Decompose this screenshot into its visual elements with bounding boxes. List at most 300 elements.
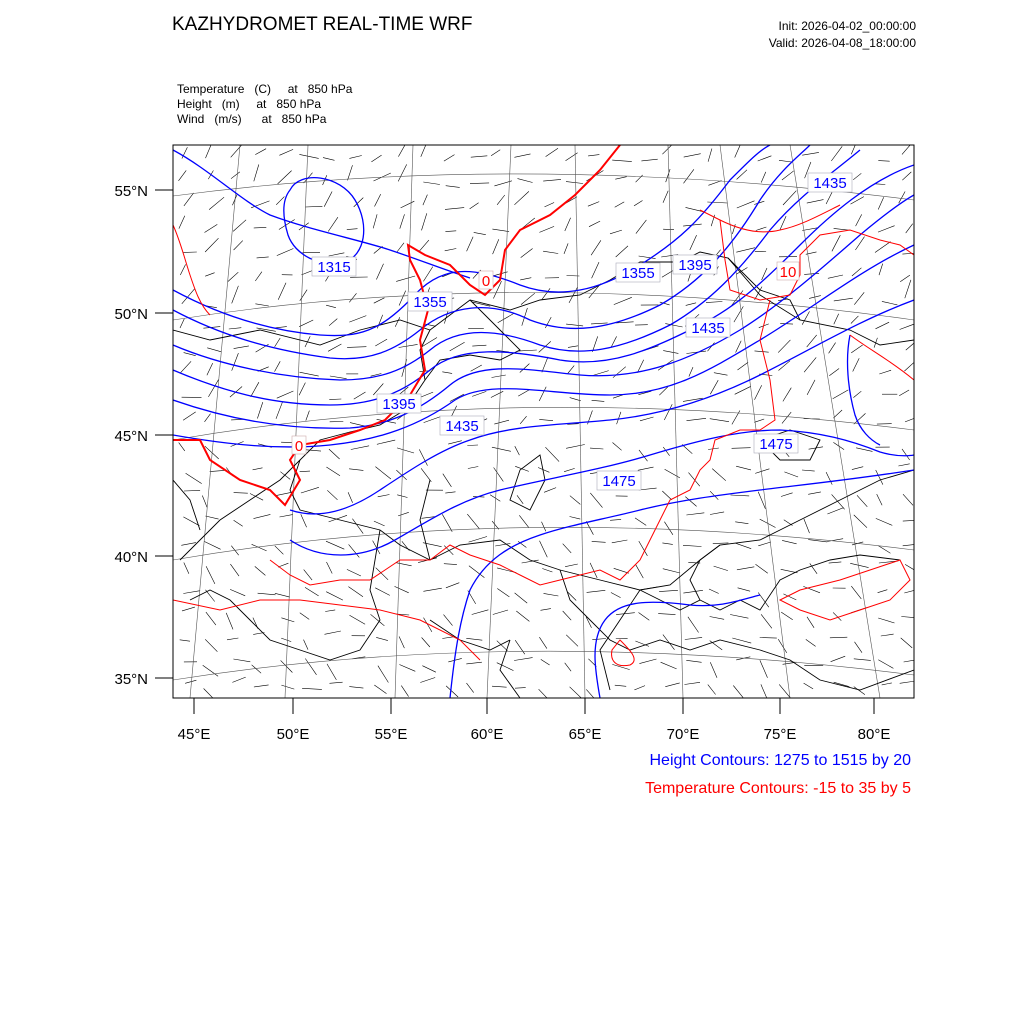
lat-label: 50°N <box>114 306 148 323</box>
wind-barb <box>206 566 215 584</box>
wind-barb <box>804 357 816 372</box>
wind-barb <box>568 346 578 348</box>
wind-barb <box>278 283 286 300</box>
height-label: 1435 <box>691 320 725 337</box>
wind-barb <box>497 663 514 671</box>
wind-barb <box>904 361 915 371</box>
wind-barb <box>234 520 243 526</box>
wind-barb <box>570 496 580 505</box>
wind-barb <box>398 141 407 156</box>
wind-barb <box>450 342 465 351</box>
wind-barb <box>514 154 530 157</box>
wind-barb <box>857 495 867 507</box>
wind-barb <box>830 637 847 638</box>
wind-barb <box>570 687 583 699</box>
wind-barb <box>903 544 918 546</box>
lon-label: 50°E <box>276 726 310 743</box>
wind-barb <box>658 614 675 615</box>
wind-barb <box>326 305 336 308</box>
wind-barb <box>881 634 894 636</box>
lon-label: 80°E <box>857 726 891 743</box>
wind-barb <box>688 617 699 633</box>
wind-barb <box>761 684 767 698</box>
wind-barb <box>445 492 455 493</box>
wind-barb <box>349 544 360 557</box>
wind-barb <box>275 593 290 597</box>
wind-barb <box>589 221 600 227</box>
wind-barb <box>396 276 415 281</box>
wind-barb <box>277 249 294 256</box>
wind-barb <box>207 348 221 352</box>
wind-barb <box>444 155 455 162</box>
wind-barb <box>519 515 529 527</box>
wind-barb <box>375 588 390 596</box>
wind-barb <box>707 202 727 203</box>
wind-barb <box>592 262 599 278</box>
wind-barb <box>570 398 581 401</box>
wind-barb <box>852 467 863 470</box>
wind-barb <box>736 466 751 470</box>
wind-barb <box>855 642 863 653</box>
wind-barb <box>879 370 891 374</box>
wind-barb <box>514 191 529 204</box>
wind-barb <box>325 631 341 634</box>
wind-barb <box>466 662 482 664</box>
wind-barb <box>876 470 883 485</box>
wind-barb <box>899 390 909 396</box>
wind-barb <box>206 141 213 158</box>
wind-barb <box>350 423 365 427</box>
wind-barb <box>399 637 404 649</box>
wind-barb <box>710 419 729 422</box>
wind-barb <box>545 203 555 207</box>
wind-barb <box>497 589 509 597</box>
wind-barb <box>378 666 389 683</box>
height-contours <box>173 145 914 698</box>
wind-barb <box>732 448 751 449</box>
wind-barb <box>708 181 721 186</box>
wind-barb <box>661 662 677 669</box>
wind-barb <box>348 492 353 503</box>
height-legend: Height Contours: 1275 to 1515 by 20 <box>649 752 911 769</box>
wind-barb <box>853 173 861 180</box>
wind-barb <box>737 201 755 208</box>
map-title: KAZHYDROMET REAL-TIME WRF <box>172 14 473 35</box>
wind-barb <box>349 293 356 302</box>
wind-barb <box>423 267 432 282</box>
wind-barb <box>396 563 412 566</box>
wind-barbs <box>179 139 919 701</box>
wind-barb <box>520 416 526 424</box>
wind-barb <box>231 172 240 179</box>
wind-barb <box>304 570 312 581</box>
wind-barb <box>541 609 551 611</box>
wind-barb <box>686 513 704 515</box>
lon-label: 45°E <box>177 726 211 743</box>
wind-barb <box>684 682 700 684</box>
wind-barb <box>612 160 632 162</box>
wind-barb <box>253 468 263 470</box>
wind-barb <box>275 361 281 371</box>
wind-barb <box>566 153 578 161</box>
wind-barb <box>735 139 743 157</box>
wind-barb <box>184 563 189 574</box>
wind-barb <box>474 232 486 234</box>
wind-barb <box>754 419 764 422</box>
wind-barb <box>539 689 550 700</box>
wind-barb <box>829 343 836 354</box>
wind-barb <box>568 366 575 374</box>
wind-barb <box>736 543 752 549</box>
wind-barb <box>610 519 621 520</box>
wind-barb <box>689 367 693 376</box>
wind-barb <box>590 493 602 508</box>
wind-barb <box>491 150 500 156</box>
wind-barb <box>348 165 353 180</box>
temperature-contours <box>173 145 914 666</box>
wind-barb <box>278 171 292 184</box>
wind-barb <box>401 686 408 697</box>
wind-barb <box>730 615 748 619</box>
wind-barb <box>802 152 819 155</box>
lon-label: 65°E <box>568 726 602 743</box>
wind-barb <box>400 214 405 228</box>
wind-barb <box>324 192 332 207</box>
wind-barb <box>710 662 717 677</box>
lat-label: 35°N <box>114 671 148 688</box>
wind-barb <box>662 543 672 545</box>
wind-barb <box>566 182 583 184</box>
wind-barb <box>804 683 814 689</box>
wind-barb <box>446 186 460 188</box>
wind-barb <box>514 658 533 661</box>
wind-barb <box>617 412 621 424</box>
wind-barb <box>539 387 546 401</box>
wind-barb <box>639 488 657 490</box>
wind-barb <box>592 541 606 542</box>
wind-barb <box>755 351 769 352</box>
wind-barb <box>375 339 387 346</box>
wind-barb <box>234 346 249 349</box>
height-label: 1355 <box>621 265 655 282</box>
wind-barb <box>491 391 503 397</box>
wind-barb <box>275 327 287 328</box>
wind-barb <box>255 304 268 306</box>
temperature-label: 0 <box>294 438 304 455</box>
wind-barb <box>399 344 418 347</box>
wind-barb <box>515 688 526 689</box>
wind-barb <box>232 286 239 304</box>
wind-barb <box>903 494 913 505</box>
wind-barb <box>279 149 293 155</box>
wind-barb <box>636 564 644 578</box>
wind-barb <box>542 288 550 300</box>
wind-barb <box>778 340 790 353</box>
wind-barb <box>330 682 343 683</box>
wind-barb <box>401 201 415 208</box>
wind-barb <box>736 248 755 253</box>
wind-barb <box>442 514 452 531</box>
wind-barb <box>807 200 824 204</box>
wind-barb <box>305 587 319 596</box>
wind-barb <box>350 615 366 624</box>
wind-barb <box>851 316 859 324</box>
wind-barb <box>231 144 243 157</box>
wind-barb <box>851 345 862 353</box>
wind-barb <box>446 686 458 697</box>
wind-barb <box>731 495 750 496</box>
wind-barb <box>515 446 520 455</box>
wind-barb <box>374 298 385 303</box>
wind-barb <box>281 618 294 622</box>
wind-barb <box>878 226 895 232</box>
wind-barb <box>300 613 309 620</box>
wind-barb <box>443 474 452 487</box>
wind-barb <box>469 537 487 543</box>
wind-barb <box>423 588 441 591</box>
wind-barb <box>710 617 725 620</box>
wind-barb <box>351 446 369 450</box>
wind-barb <box>498 313 514 323</box>
wind-barb <box>397 243 404 252</box>
wind-barb <box>782 171 794 180</box>
wind-barb <box>468 467 478 469</box>
wind-barb <box>662 491 671 500</box>
wind-barb <box>423 182 440 185</box>
wind-barb <box>227 638 238 640</box>
wind-barb <box>202 496 207 508</box>
wind-barb <box>424 618 432 632</box>
wind-barb <box>686 660 701 662</box>
wind-barb <box>377 315 382 329</box>
wind-barb <box>445 231 456 232</box>
wind-barb <box>807 380 815 395</box>
wind-barb <box>518 390 529 396</box>
wind-barb <box>327 490 337 500</box>
wind-barb <box>783 388 791 402</box>
wind-barb <box>539 419 553 420</box>
wind-barb <box>639 659 656 664</box>
wind-barb <box>665 469 680 478</box>
wind-barb <box>565 663 571 671</box>
wind-barb <box>878 197 884 209</box>
wind-barb <box>470 183 489 184</box>
height-contour-labels <box>312 173 852 490</box>
wind-barb <box>444 564 457 565</box>
wind-barb <box>826 472 832 485</box>
wind-barb <box>663 635 675 650</box>
wind-barb <box>494 468 504 482</box>
wind-barb <box>180 319 184 328</box>
wind-barb <box>664 404 672 420</box>
wind-barb <box>205 238 218 252</box>
wind-barb <box>397 448 414 453</box>
wind-barb <box>878 618 894 623</box>
wind-barb <box>614 568 629 573</box>
wind-barb <box>638 467 654 470</box>
wind-barb <box>376 637 388 640</box>
wind-barb <box>301 487 319 493</box>
wind-barb <box>781 612 793 620</box>
wind-barb <box>445 208 464 210</box>
wind-barb <box>738 362 749 370</box>
wind-barb <box>570 517 581 520</box>
wind-barb <box>515 640 525 654</box>
wind-barb <box>493 239 499 254</box>
wind-barb <box>833 410 842 418</box>
wind-barb <box>326 467 340 476</box>
wind-barb <box>834 314 839 325</box>
wind-barb <box>636 220 647 234</box>
wind-barb <box>327 562 333 574</box>
wind-barb <box>494 420 509 424</box>
wind-barb <box>349 469 363 471</box>
wind-barb <box>540 541 548 558</box>
wind-barb <box>545 447 559 461</box>
wind-barb <box>666 169 670 182</box>
wind-barb <box>641 159 657 161</box>
wind-barb <box>712 469 726 481</box>
wind-barb <box>685 497 696 507</box>
wind-barb <box>377 440 395 444</box>
wind-barb <box>255 272 262 281</box>
wind-barb <box>232 353 239 371</box>
wind-barb <box>179 170 187 180</box>
wind-barb <box>876 322 890 329</box>
wind-barb <box>281 685 294 689</box>
wind-barb <box>421 139 429 157</box>
wind-barb <box>275 338 281 347</box>
wind-barb <box>854 687 865 695</box>
wind-barb <box>180 361 191 373</box>
wind-barb <box>851 586 861 599</box>
wind-barb <box>378 495 390 497</box>
wind-barb <box>450 394 464 401</box>
wind-barb <box>761 614 772 628</box>
wind-barb <box>255 149 266 155</box>
wind-barb <box>470 203 479 209</box>
wind-barb <box>373 384 383 396</box>
lon-label: 70°E <box>666 726 700 743</box>
wind-barb <box>347 569 361 576</box>
wind-barb <box>735 386 751 394</box>
wind-barb <box>854 292 864 304</box>
wind-barb <box>521 249 533 258</box>
wind-barb <box>349 316 366 323</box>
wind-barb <box>395 586 409 592</box>
wind-barb <box>663 351 678 354</box>
wind-barb <box>374 685 386 694</box>
wind-barb <box>205 224 218 232</box>
wind-barb <box>302 688 322 689</box>
height-label: 1395 <box>678 257 712 274</box>
wind-barb <box>275 546 284 555</box>
wind-barb <box>564 243 568 254</box>
wind-barb <box>685 637 702 639</box>
wind-barb <box>586 521 593 534</box>
wind-barb <box>831 146 842 161</box>
wind-barb <box>281 638 291 642</box>
wind-barb <box>184 193 194 206</box>
wind-barb <box>330 376 347 379</box>
wind-barb <box>347 229 358 230</box>
wind-barb <box>665 683 679 687</box>
wind-barb <box>901 638 913 648</box>
wind-barb <box>348 587 363 597</box>
wind-barb <box>205 273 214 277</box>
wind-barb <box>831 656 846 662</box>
wind-barb <box>397 495 407 498</box>
wind-barb <box>882 683 892 685</box>
wind-barb <box>706 302 722 303</box>
wind-barb <box>690 235 697 250</box>
wind-barb <box>756 227 767 231</box>
wind-barb <box>205 414 211 422</box>
wind-barb <box>566 324 583 326</box>
wind-barb <box>352 519 363 534</box>
wind-barb <box>516 611 529 621</box>
wind-barb <box>804 273 819 274</box>
wind-barb <box>209 197 224 209</box>
wind-barb <box>756 564 768 573</box>
wind-barb <box>233 659 250 662</box>
wind-barb <box>467 683 474 693</box>
wind-barb <box>802 311 809 324</box>
lon-label: 55°E <box>374 726 408 743</box>
wind-barb <box>299 154 318 158</box>
height-label: 1355 <box>413 294 447 311</box>
wind-barb <box>615 685 626 686</box>
wind-barb <box>758 156 772 161</box>
wind-barb <box>640 417 654 421</box>
wind-barb <box>587 590 606 592</box>
wind-barb <box>612 540 628 543</box>
wind-barb <box>905 280 911 298</box>
wind-barb <box>761 172 766 183</box>
wind-barb <box>784 472 798 477</box>
wind-barb <box>233 220 246 232</box>
wind-barb <box>467 514 479 529</box>
wind-barb <box>251 382 259 397</box>
wind-barb <box>905 564 914 570</box>
wind-barb <box>422 638 430 648</box>
wind-barb <box>230 564 239 576</box>
wind-barb <box>329 399 341 400</box>
wind-barb <box>183 412 196 420</box>
wind-barb <box>326 541 344 549</box>
wind-barb <box>616 613 635 615</box>
wind-barb <box>827 508 843 514</box>
wind-barb <box>807 617 814 628</box>
wind-barb <box>205 639 217 651</box>
wind-barb <box>876 518 893 525</box>
wind-barb <box>563 544 572 553</box>
wind-barb <box>832 235 840 251</box>
wind-barb <box>590 563 597 578</box>
wind-barb <box>497 195 505 205</box>
wind-barb <box>399 291 406 306</box>
wind-barb <box>420 678 435 683</box>
wind-barb <box>539 637 547 648</box>
wind-barb <box>183 591 200 594</box>
wind-barb <box>446 583 459 588</box>
wind-barb <box>518 179 533 183</box>
wind-barb <box>280 515 293 517</box>
wind-barb <box>613 443 622 451</box>
wind-barb <box>544 593 559 596</box>
wind-barb <box>277 391 294 398</box>
height-label: 1435 <box>445 418 479 435</box>
